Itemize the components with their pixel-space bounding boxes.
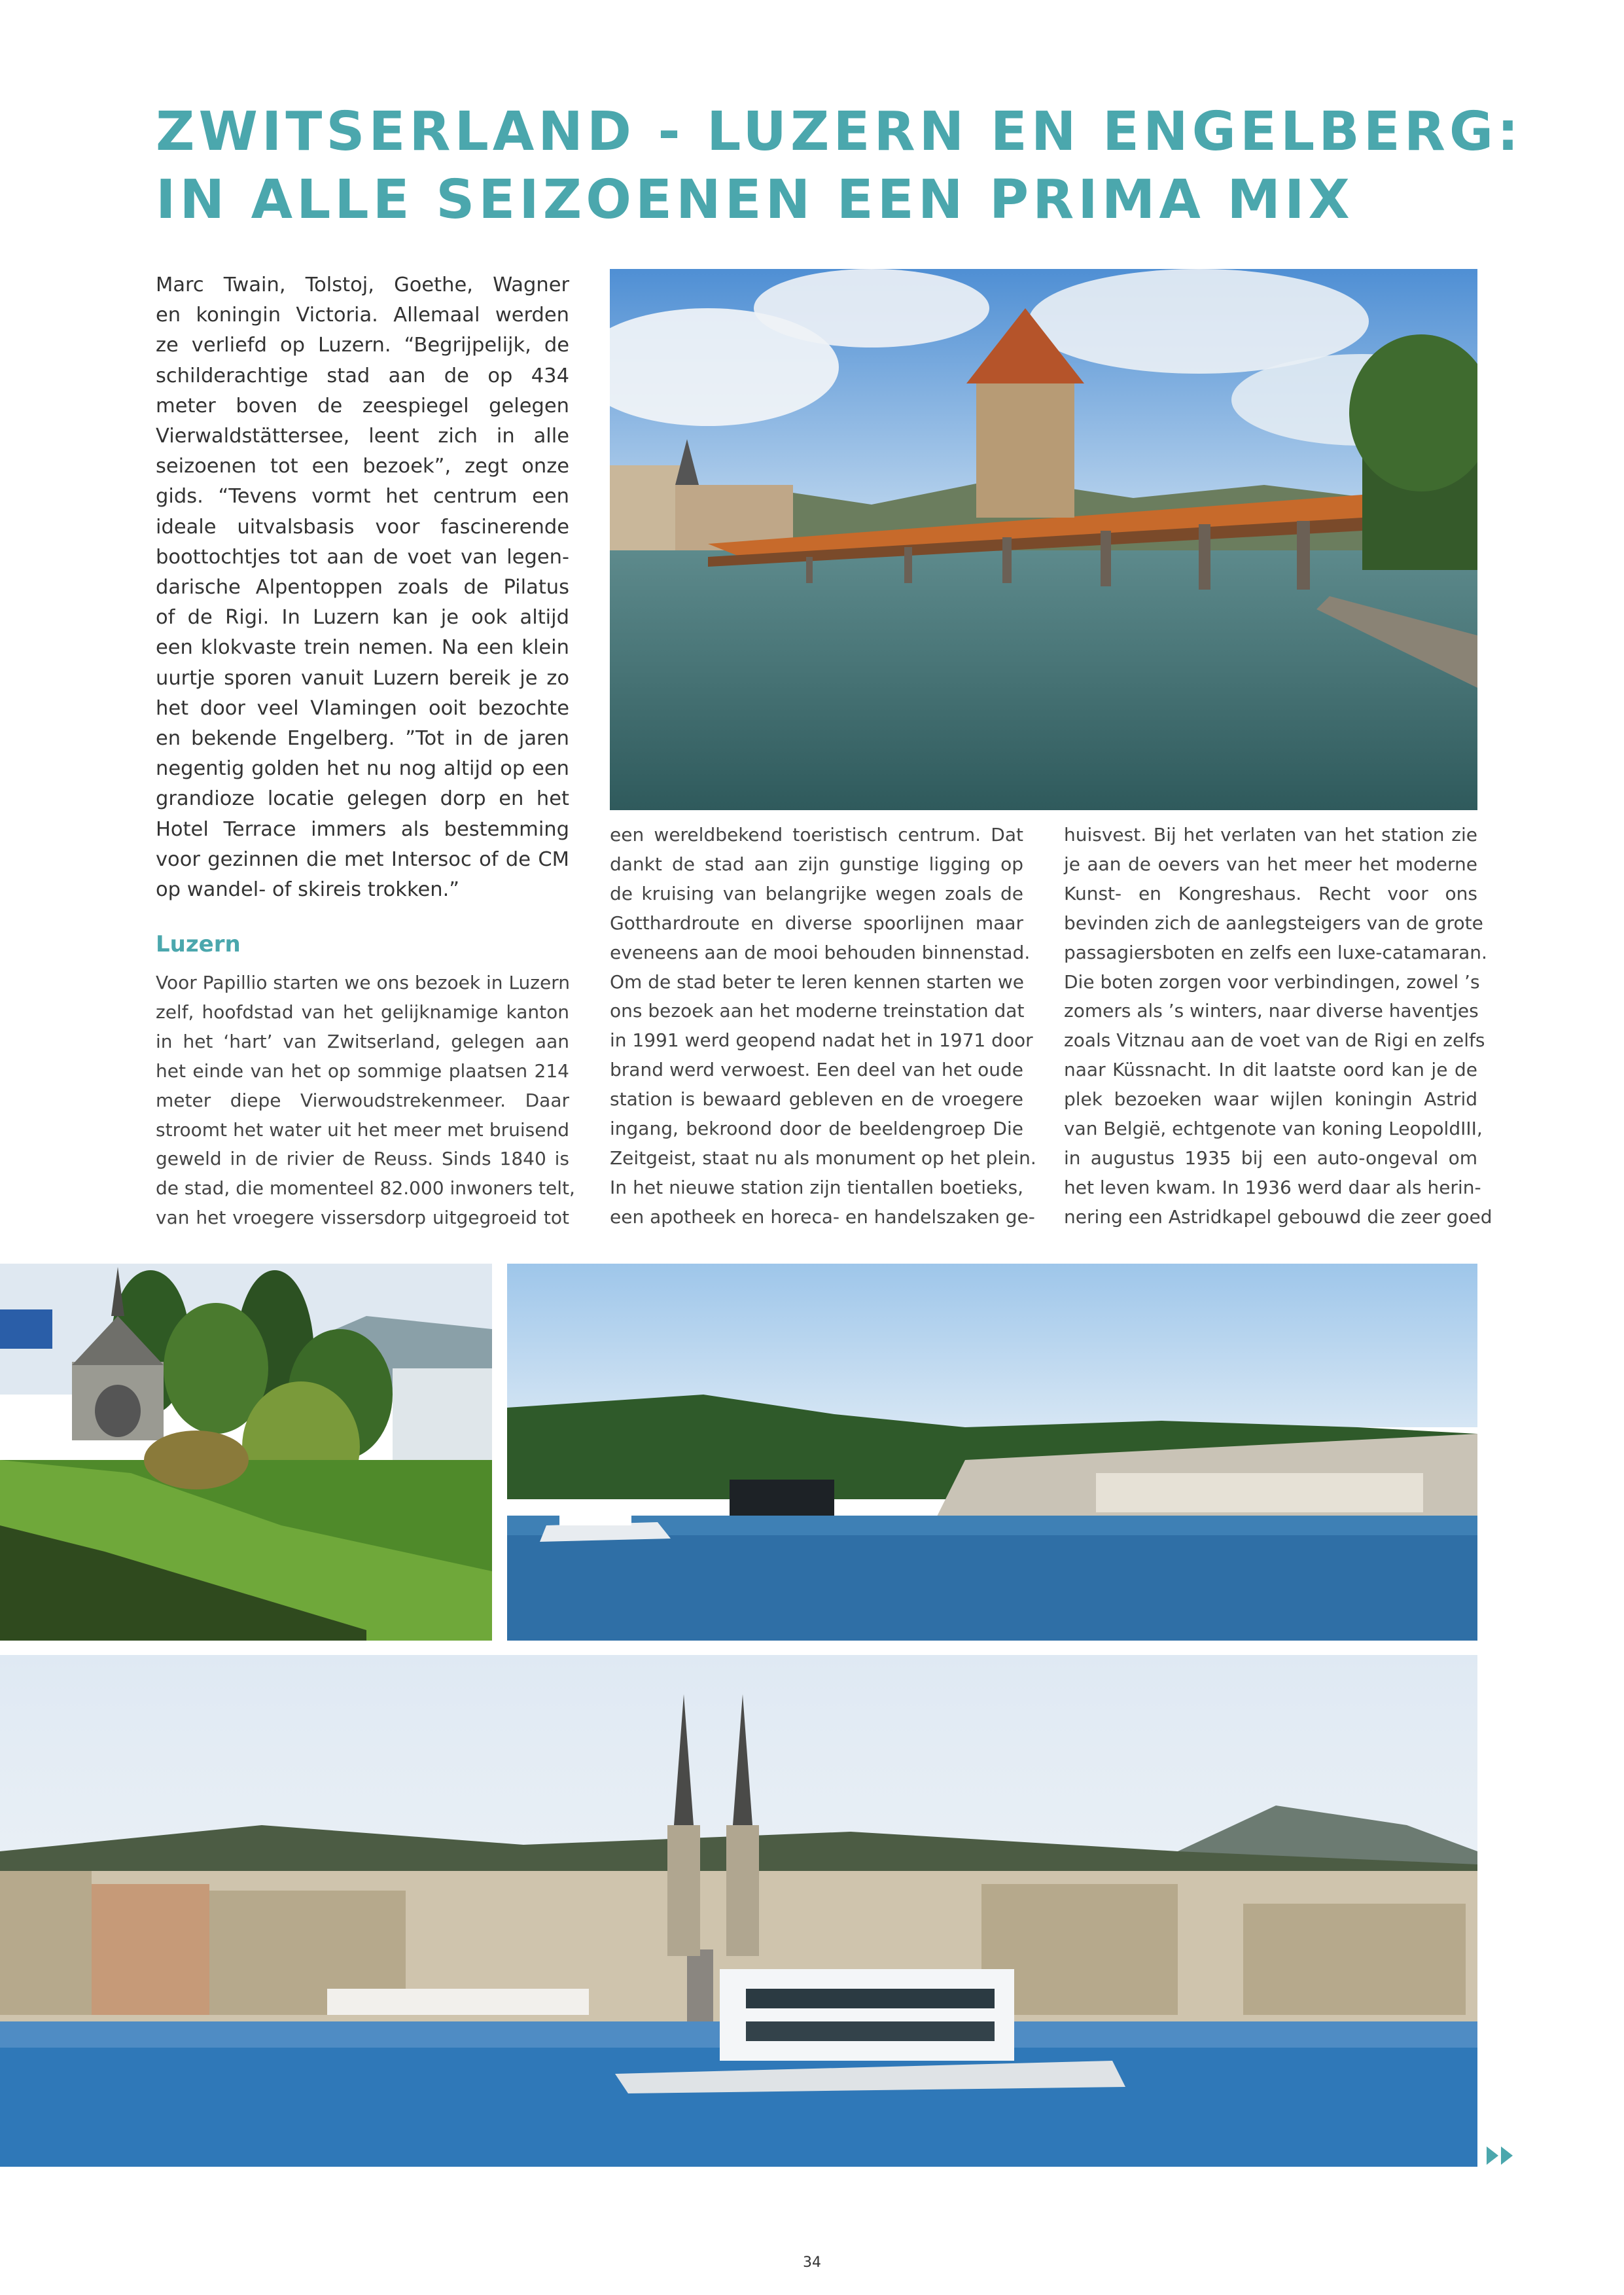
- lead-line: op wandel- of skireis trokken.”: [156, 878, 460, 902]
- photo-astrid-chapel: [0, 1264, 492, 1641]
- lead-line: Vierwaldstättersee, leent zich in alle: [156, 425, 569, 448]
- body-line: Voor Papillio starten we ons bezoek in Luzern: [156, 972, 570, 993]
- body-line: huisvest. Bij het verlaten van het station zie: [1064, 824, 1477, 845]
- body-line: plek bezoeken waar wijlen koningin Astrid: [1064, 1088, 1477, 1111]
- body-line: in het ‘hart’ van Zwitserland, gelegen aan: [156, 1030, 569, 1052]
- body-column-1: [156, 969, 575, 1233]
- body-line: geweld in de rivier de Reuss. Sinds 1840 is: [156, 1148, 569, 1170]
- double-chevron-right-icon: [1487, 2146, 1517, 2165]
- body-line: eveneens aan de mooi behouden binnenstad.: [610, 941, 1031, 963]
- lead-paragraph: [156, 270, 569, 905]
- page-number: 34: [803, 2254, 821, 2271]
- body-line: brand werd verwoest. Een deel van het oude: [610, 1059, 1023, 1081]
- body-line: zoals Vitznau aan de voet van de Rigi en zelfs: [1064, 1029, 1485, 1052]
- lead-line: seizoenen tot een bezoek”, zegt onze: [156, 455, 569, 478]
- body-line: het einde van het op sommige plaatsen 214: [156, 1059, 569, 1082]
- lead-line: en koningin Victoria. Allemaal werden: [156, 304, 569, 327]
- photo-luzern-waterfront: [0, 1655, 1477, 2167]
- body-line: stroomt het water uit het meer met bruisend: [156, 1118, 569, 1141]
- body-line: de kruising van belangrijke wegen zoals de: [610, 882, 1023, 904]
- body-line: bevinden zich de aanlegsteigers van de grote: [1064, 912, 1483, 934]
- lead-line: het door veel Vlamingen ooit bezochte: [156, 696, 569, 720]
- body-line: ons bezoek aan het moderne treinstation dat: [610, 1000, 1025, 1022]
- lead-line: meter boven de zeespiegel gelegen: [156, 394, 569, 418]
- photo-chapel-bridge: [610, 269, 1477, 810]
- body-column-2: [610, 821, 1036, 1232]
- article-title: [156, 98, 1530, 234]
- lead-line: of de Rigi. In Luzern kan je ook altijd: [156, 606, 569, 630]
- body-line: ingang, bekroond door de beeldengroep Die: [610, 1118, 1023, 1140]
- body-line: van België, echtgenote van koning LeopoldIII,: [1064, 1118, 1483, 1140]
- body-line: Die boten zorgen voor verbindingen, zowel ’s: [1064, 970, 1480, 993]
- lead-line: uurtje sporen vanuit Luzern bereik je zo: [156, 666, 569, 690]
- body-line: in augustus 1935 bij een auto-ongeval om: [1064, 1147, 1477, 1169]
- body-line: In het nieuwe station zijn tientallen boetieks,: [610, 1176, 1023, 1198]
- lead-line: een klokvaste trein nemen. Na een klein: [156, 636, 569, 660]
- body-line: het leven kwam. In 1936 werd daar als herin-: [1064, 1176, 1481, 1198]
- lead-line: negentig golden het nu nog altijd op een: [156, 757, 569, 781]
- body-line: je aan de oevers van het meer het moderne: [1064, 853, 1477, 875]
- lead-line: ideale uitvalsbasis voor fascinerende: [156, 515, 569, 539]
- lead-line: voor gezinnen die met Intersoc of de CM: [156, 847, 569, 871]
- title-line-1: ZWITSERLAND - LUZERN EN ENGELBERG:: [156, 101, 1523, 163]
- body-line: station is bewaard gebleven en de vroegere: [610, 1088, 1023, 1111]
- body-line: dankt de stad aan zijn gunstige ligging op: [610, 853, 1023, 875]
- body-line: nering een Astridkapel gebouwd die zeer goed: [1064, 1205, 1492, 1228]
- lead-line: Marc Twain, Tolstoj, Goethe, Wagner: [156, 274, 569, 296]
- body-line: de stad, die momenteel 82.000 inwoners telt,: [156, 1177, 575, 1200]
- body-line: naar Küssnacht. In dit laatste oord kan je de: [1064, 1059, 1477, 1081]
- lead-line: Hotel Terrace immers als bestemming: [156, 817, 569, 841]
- photo-lake-panorama: [507, 1264, 1477, 1641]
- body-line: een wereldbekend toeristisch centrum. Dat: [610, 824, 1023, 845]
- body-line: zomers als ’s winters, naar diverse haventjes: [1064, 1000, 1479, 1022]
- lead-line: darische Alpentoppen zoals de Pilatus: [156, 576, 569, 599]
- lead-line: en bekende Engelberg. ”Tot in de jaren: [156, 727, 569, 751]
- lead-line: gids. “Tevens vormt het centrum een: [156, 485, 569, 508]
- lead-line: boottochtjes tot aan de voet van legen-: [156, 545, 569, 569]
- lead-line: grandioze locatie gelegen dorp en het: [156, 787, 569, 811]
- lead-line: ze verliefd op Luzern. “Begrijpelijk, de: [156, 334, 569, 357]
- lead-line: schilderachtige stad aan de op 434: [156, 364, 569, 387]
- body-column-3: [1064, 821, 1492, 1232]
- section-heading-luzern: Luzern: [156, 931, 241, 957]
- body-line: zelf, hoofdstad van het gelijknamige kanton: [156, 1001, 569, 1023]
- body-line: Gotthardroute en diverse spoorlijnen maar: [610, 912, 1023, 934]
- body-line: een apotheek en horeca- en handelszaken ge-: [610, 1205, 1035, 1228]
- body-line: in 1991 werd geopend nadat het in 1971 door: [610, 1029, 1033, 1052]
- body-line: Zeitgeist, staat nu als monument op het plein.: [610, 1147, 1036, 1169]
- body-line: passagiersboten en zelfs een luxe-catamaran.: [1064, 941, 1487, 963]
- body-line: Kunst- en Kongreshaus. Recht voor ons: [1064, 882, 1477, 904]
- body-line: van het vroegere vissersdorp uitgegroeid tot: [156, 1207, 569, 1229]
- body-line: Om de stad beter te leren kennen starten we: [610, 970, 1025, 993]
- title-line-2: IN ALLE SEIZOENEN EEN PRIMA MIX: [156, 169, 1354, 231]
- body-line: meter diepe Vierwoudstrekenmeer. Daar: [156, 1089, 569, 1111]
